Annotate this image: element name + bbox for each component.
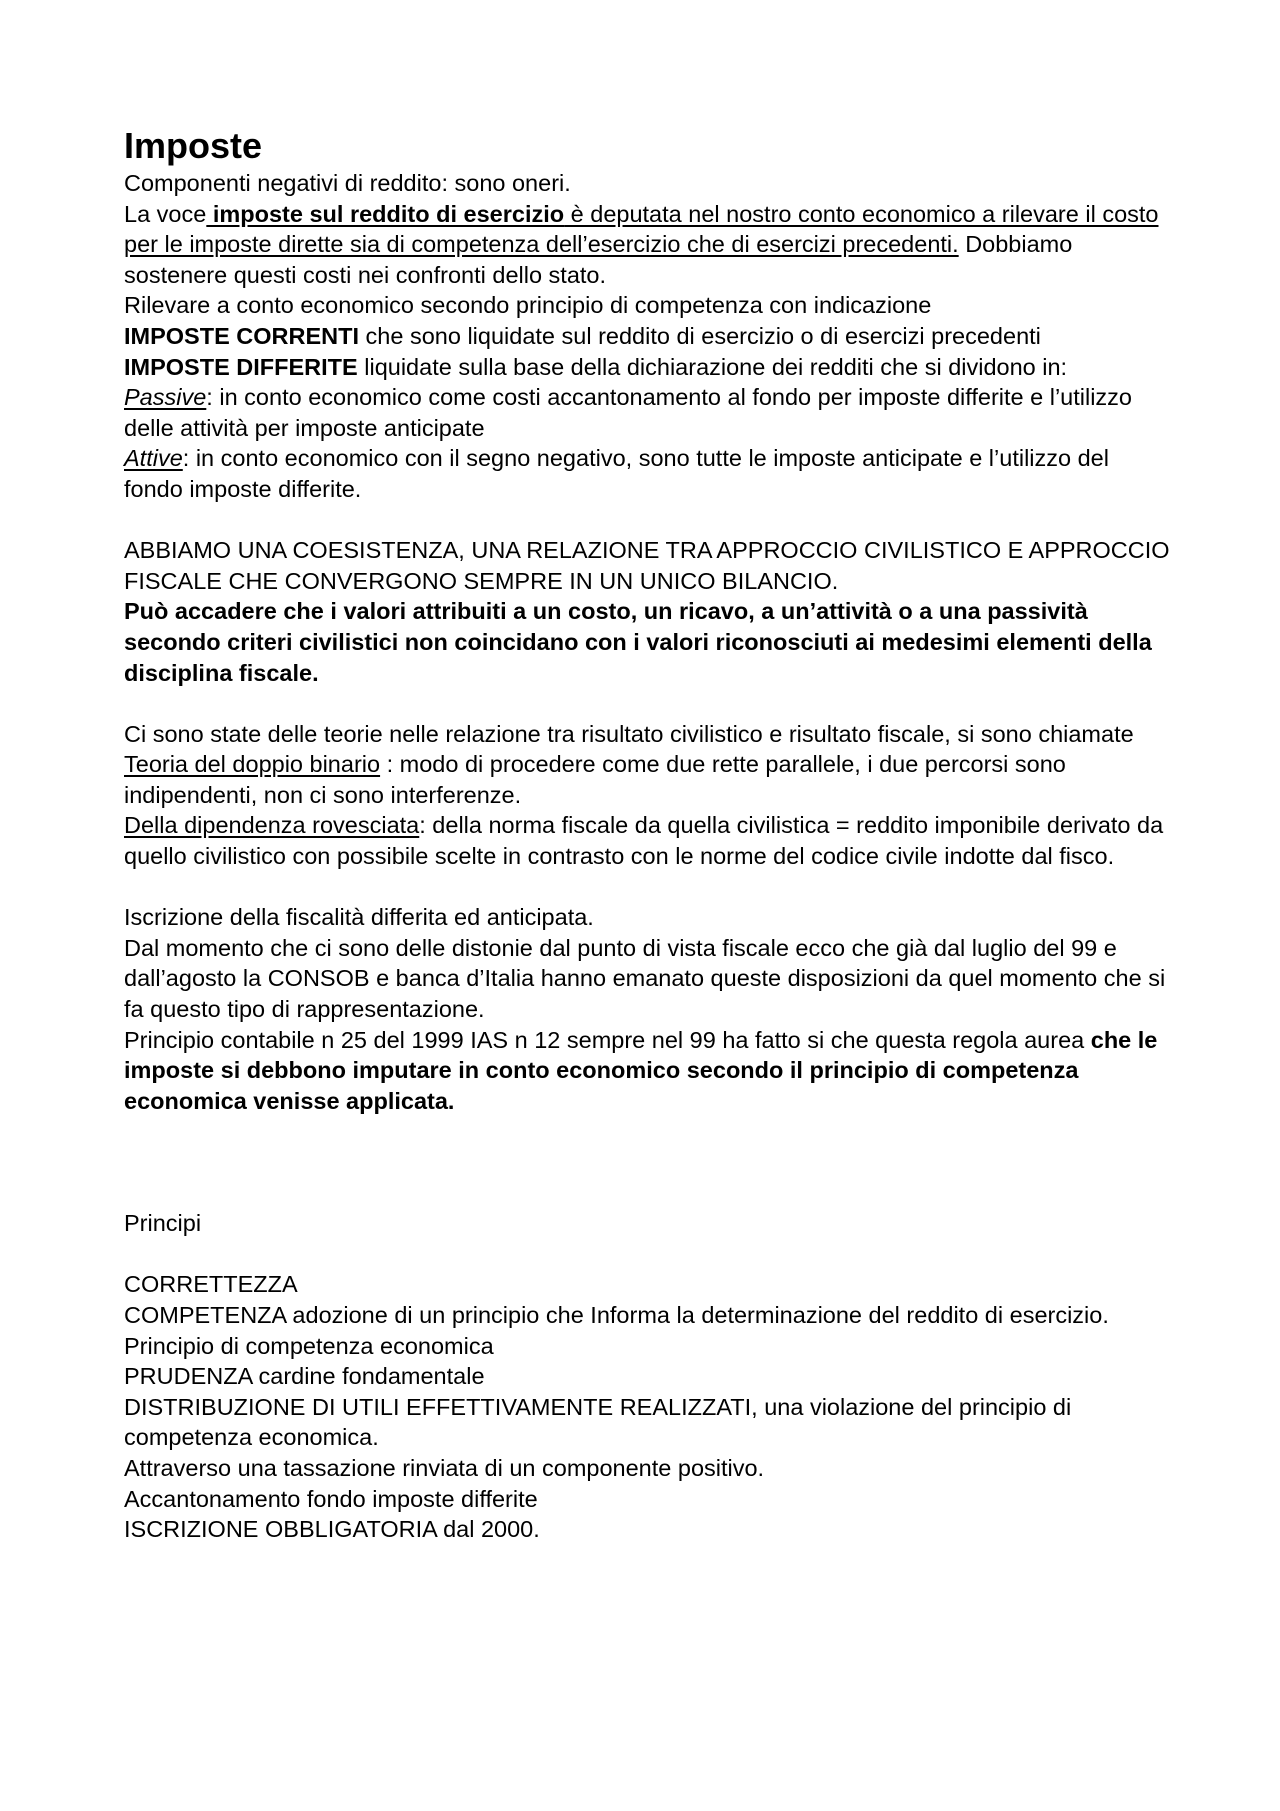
dipendenza-text: : della norma fiscale da quella civilistica = reddito imponibile derivato da quello civilistico con possibile scelte in contrasto con le norme del codice civile indotte dal fisco.: [124, 812, 1164, 870]
iscrizione-line: Iscrizione della fiscalità differita ed anticipata.: [124, 904, 594, 931]
correnti-label: IMPOSTE CORRENTI: [124, 322, 360, 349]
voce-bold-term: imposte sul reddito di esercizio: [206, 200, 565, 227]
accadere-bold: Può accadere che i valori attribuiti a un costo, un ricavo, a un’attività o a una passività secondo criteri civilistici non coincidano con i valori riconosciuti ai medesimi elementi della disciplina fiscale.: [124, 598, 1152, 686]
passive-label: Passive: [124, 384, 207, 411]
passive-line: [124, 382, 1174, 443]
principi-line-competenza: COMPETENZA adozione di un principio che Informa la determinazione del reddito di esercizio. Principio di competenza economica: [124, 1301, 1109, 1359]
correnti-line: [124, 321, 1174, 352]
principi-line-prudenza: PRUDENZA cardine fondamentale: [124, 1363, 485, 1390]
voce-underlined-text: è deputata nel nostro conto economico a rilevare il costo per le imposte dirette sia di competenza dell’esercizio che di esercizi precedenti.: [124, 200, 1159, 258]
teorie-paragraph: Ci sono state delle teorie nelle relazione tra risultato civilistico e risultato fiscale, si sono chiamate: [124, 720, 1134, 747]
spacer: [124, 872, 1174, 903]
attive-label: Attive: [124, 445, 183, 472]
principi-heading: Principi: [124, 1210, 202, 1237]
differite-label: IMPOSTE DIFFERITE: [124, 353, 358, 380]
spacer: [124, 1239, 1174, 1270]
voce-paragraph: [124, 199, 1174, 291]
principio-contabile-text: Principio contabile n 25 del 1999 IAS n 12 sempre nel 99 ha fatto si che questa regola aurea: [124, 1026, 1091, 1053]
dipendenza-label: Della dipendenza rovesciata: [124, 812, 420, 839]
voce-pre: La voce: [124, 200, 207, 227]
principi-line-tassazione: Attraverso una tassazione rinviata di un componente positivo.: [124, 1454, 765, 1481]
attive-line: [124, 443, 1174, 504]
passive-text: : in conto economico come costi accantonamento al fondo per imposte differite e l’utilizzo delle attività per imposte anticipate: [124, 384, 1132, 441]
spacer: [124, 1116, 1174, 1208]
correnti-text: che sono liquidate sul reddito di esercizio o di esercizi precedenti: [359, 322, 1041, 349]
differite-text: liquidate sulla base della dichiarazione dei redditi che si dividono in:: [357, 353, 1068, 380]
dal-momento-paragraph: Dal momento che ci sono delle distonie dal punto di vista fiscale ecco che già dal luglio del 99 e dall’agosto la CONSOB e banca d’Italia hanno emanato queste disposizioni da quel momento che si fa questo tipo di rappresentazione.: [124, 934, 1166, 1023]
rilevare-line: Rilevare a conto economico secondo principio di competenza con indicazione: [124, 292, 932, 319]
page-title: Imposte: [124, 125, 263, 166]
spacer: [124, 505, 1174, 536]
coesistenza-paragraph: ABBIAMO UNA COESISTENZA, UNA RELAZIONE TRA APPROCCIO CIVILISTICO E APPROCCIO FISCALE CHE CONVERGONO SEMPRE IN UN UNICO BILANCIO.: [124, 537, 1170, 594]
differite-line: [124, 352, 1174, 383]
principi-line-distribuzione: DISTRIBUZIONE DI UTILI EFFETTIVAMENTE REALIZZATI, una violazione del principio di competenza economica.: [124, 1393, 1072, 1451]
accadere-paragraph: [124, 596, 1174, 688]
principi-line-iscrizione: ISCRIZIONE OBBLIGATORIA dal 2000.: [124, 1516, 540, 1543]
doppio-binario-text: : modo di procedere come due rette parallele, i due percorsi sono indipendenti, non ci sono interferenze.: [124, 751, 1066, 808]
doppio-binario-label: Teoria del doppio binario: [124, 751, 381, 778]
principio-contabile-bold: che le imposte si debbono imputare in conto economico secondo il principio di competenza economica venisse applicata.: [124, 1026, 1158, 1114]
dipendenza-line: [124, 810, 1174, 871]
document-page: [124, 124, 1174, 1545]
principio-contabile-paragraph: [124, 1025, 1174, 1117]
principi-line-accantonamento: Accantonamento fondo imposte differite: [124, 1485, 538, 1512]
intro-line: Componenti negativi di reddito: sono oneri.: [124, 170, 571, 196]
doppio-binario-line: [124, 749, 1174, 810]
attive-text: : in conto economico con il segno negativo, sono tutte le imposte anticipate e l’utilizzo del fondo imposte differite.: [124, 445, 1109, 502]
voce-post: Dobbiamo sostenere questi costi nei confronti dello stato.: [124, 231, 1073, 288]
principi-line-correttezza: CORRETTEZZA: [124, 1271, 298, 1298]
spacer: [124, 688, 1174, 719]
